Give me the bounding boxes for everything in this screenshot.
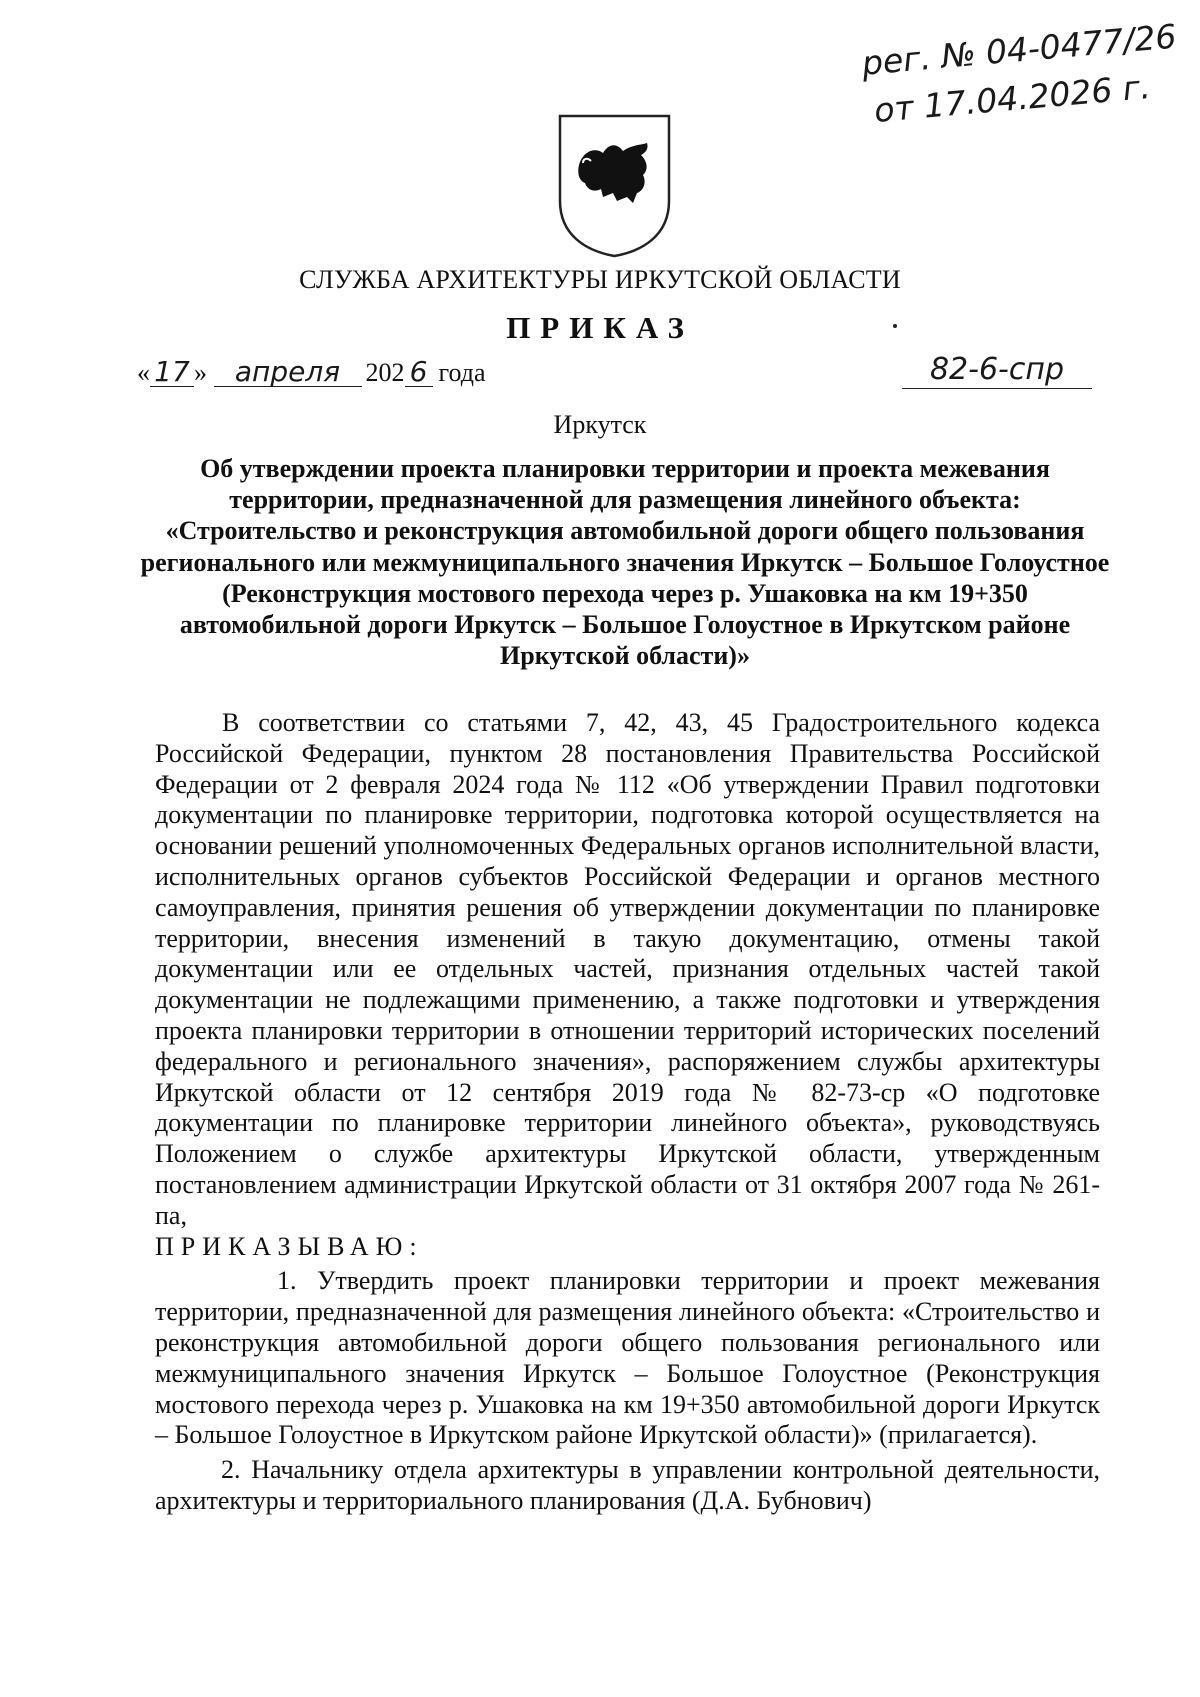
date-year-suffix: 6 — [405, 358, 433, 387]
date-day: 17 — [150, 358, 194, 387]
preamble-paragraph: В соответствии со статьями 7, 42, 43, 45 Градостроительного кодекса Российской Федерации, пунктом 28 постановления Правительства Российской Федерации от 2 февраля 2024 года № 112 «Об утверждении Правил подготовки документации по планировке территории, подготовка которой осуществляется на основании решений уполномоченных Федеральных органов исполнительной власти, исполнительных органов субъектов Российской Федерации и органов местного самоуправления, принятия решения об утверждении документации по планировке территории, внесения изменений в такую документацию, отмены такой документации или ее отдельных частей, признания отдельных частей такой документации не подлежащими применению, а также подготовки и утверждения проекта планировки территории в отношении территорий исторических поселений федерального и регионального значения», распоряжением службы архитектуры Иркутской области от 12 сентября 2019 года № 82-73-ср «О подготовке документации по планировке территории линейного объекта», руководствуясь Положением о службе архитектуры Иркутской области, утвержденным постановлением администрации Иркутской области от 31 октября 2007 года № 261-па, — [155, 708, 1100, 1230]
date-year-word: года — [438, 358, 486, 387]
order-item-1: 1. Утвердить проект планировки территории и проект межевания территории, предназначенной для размещения линейного объекта: «Строительство и реконструкция автомобильной дороги общего пользования регионального или межмуниципального значения Иркутск – Большое Голоустное (Реконструкция мостового перехода через р. Ушаковка на км 19+350 автомобильной дороги Иркутск – Большое Голоустное в Иркутском районе Иркутской области)» (прилагается). — [155, 1266, 1100, 1450]
registration-stamp — [860, 12, 1187, 136]
date-open-quote: « — [137, 358, 150, 387]
date-line — [137, 355, 486, 388]
stray-dot — [893, 324, 897, 328]
date-close-quote: » — [194, 358, 207, 387]
order-heading: Об утверждении проекта планировки территории и проекта межевания территории, предназначенной для размещения линейного объекта: «Строительство и реконструкция автомобильной дороги общего пользования регионального или межмуниципального значения Иркутск – Большое Голоустное (Реконструкция мостового перехода через р. Ушаковка на км 19+350 автомобильной дороги Иркутск – Большое Голоустное в Иркутском районе Иркутской области)» — [140, 454, 1110, 671]
date-month: апреля — [214, 358, 362, 387]
registration-number: рег. № 04-0477/26 — [860, 16, 1178, 83]
document-title: ПРИКАЗ — [506, 310, 694, 345]
date-year-prefix: 202 — [365, 358, 405, 387]
order-item-2: 2. Начальнику отдела архитектуры в управлении контрольной деятельности, архитектуры и территориального планирования (Д.А. Бубнович) — [155, 1455, 1100, 1515]
order-number: 82-6-спр — [902, 352, 1092, 389]
order-word: ПРИКАЗЫВАЮ: — [155, 1231, 424, 1261]
city: Иркутск — [553, 410, 647, 439]
order-body — [155, 708, 1100, 1517]
irkutsk-coat-of-arms-icon — [557, 113, 672, 258]
registration-date: от 17.04.2026 г. — [872, 66, 1153, 130]
service-name: СЛУЖБА АРХИТЕКТУРЫ ИРКУТСКОЙ ОБЛАСТИ — [299, 265, 901, 294]
